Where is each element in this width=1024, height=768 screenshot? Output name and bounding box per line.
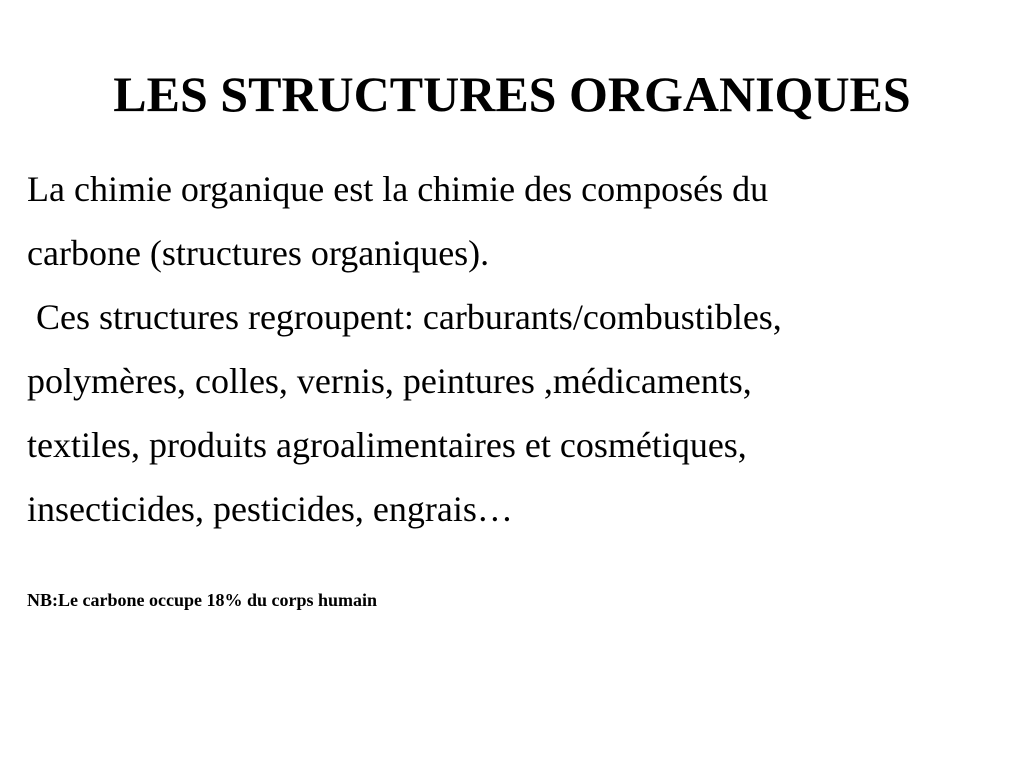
footnote: NB:Le carbone occupe 18% du corps humain (27, 590, 378, 610)
slide-body (27, 157, 1017, 541)
body-line: Ces structures regroupent: carburants/combustibles, (27, 297, 782, 337)
body-line: insecticides, pesticides, engrais… (27, 489, 513, 529)
body-line: polymères, colles, vernis, peintures ,médicaments, (27, 361, 752, 401)
slide-title: LES STRUCTURES ORGANIQUES (113, 66, 911, 122)
body-line: carbone (structures organiques). (27, 233, 490, 273)
body-line: textiles, produits agroalimentaires et cosmétiques, (27, 425, 747, 465)
body-line: La chimie organique est la chimie des composés du (27, 169, 769, 209)
